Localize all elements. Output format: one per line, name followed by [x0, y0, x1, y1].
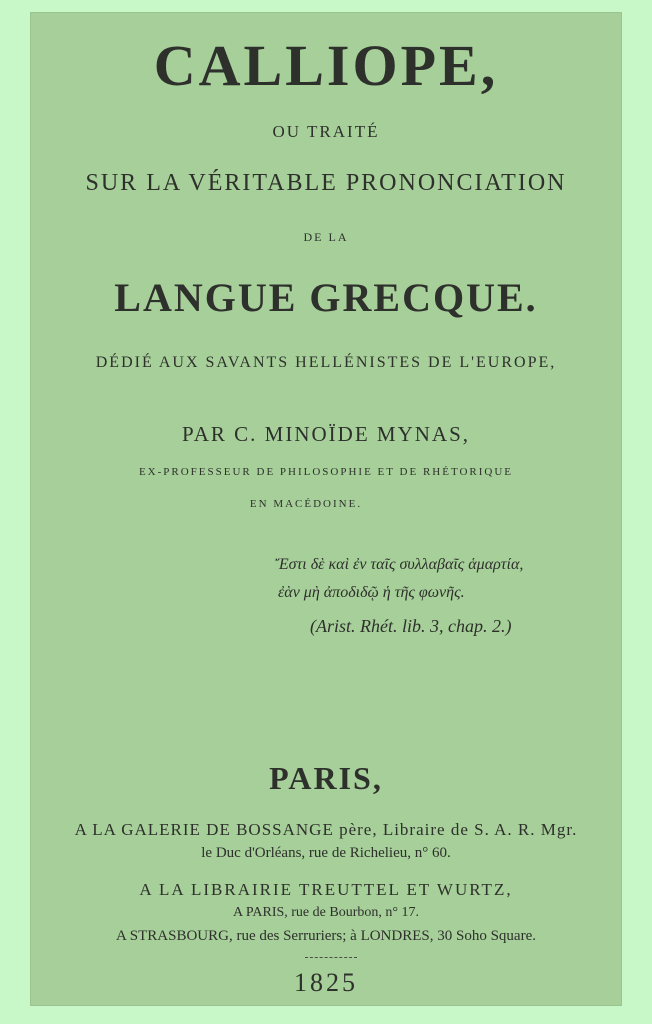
imprint-city: PARIS, — [269, 760, 383, 796]
publisher-line-2: le Duc d'Orléans, rue de Richelieu, n° 60. — [201, 845, 451, 861]
title-page — [30, 12, 622, 1006]
author: PAR C. MINOÏDE MYNAS, — [181, 422, 470, 446]
author-title-2: EN MACÉDOINE. — [249, 498, 363, 510]
dedication: DÉDIÉ AUX SAVANTS HELLÉNISTES DE L'EUROPE, — [95, 354, 557, 371]
subtitle-line-4: LANGUE GRECQUE. — [114, 275, 538, 320]
publisher-line-1: A LA GALERIE DE BOSSANGE père, Libraire de S. A. R. Mgr. — [74, 820, 578, 839]
subtitle-line-3: DE LA — [303, 230, 349, 244]
book-title: CALLIOPE, — [153, 33, 499, 98]
epigraph-line-1: Ἔστι δὲ καὶ ἐν ταῖς συλλαβαῖς ἁμαρτία, — [275, 556, 524, 573]
subtitle-line-1: OU TRAITÉ — [272, 122, 380, 141]
publisher-line-5: A STRASBOURG, rue des Serruriers; à LONDRES, 30 Soho Square. — [116, 928, 536, 944]
publisher-line-4: A PARIS, rue de Bourbon, n° 17. — [233, 905, 419, 920]
epigraph-line-2: ἐὰν μὴ ἀποδιδῷ ἡ τῆς φωνῆς. — [278, 584, 465, 601]
epigraph-citation: (Arist. Rhét. lib. 3, chap. 2.) — [310, 616, 512, 636]
subtitle-line-2: SUR LA VÉRITABLE PRONONCIATION — [85, 170, 567, 196]
publisher-line-3: A LA LIBRAIRIE TREUTTEL ET WURTZ, — [139, 880, 513, 899]
author-title-1: EX-PROFESSEUR DE PHILOSOPHIE ET DE RHÉTORIQUE — [138, 466, 514, 478]
divider-rule — [305, 957, 357, 958]
publication-year: 1825 — [294, 968, 358, 997]
